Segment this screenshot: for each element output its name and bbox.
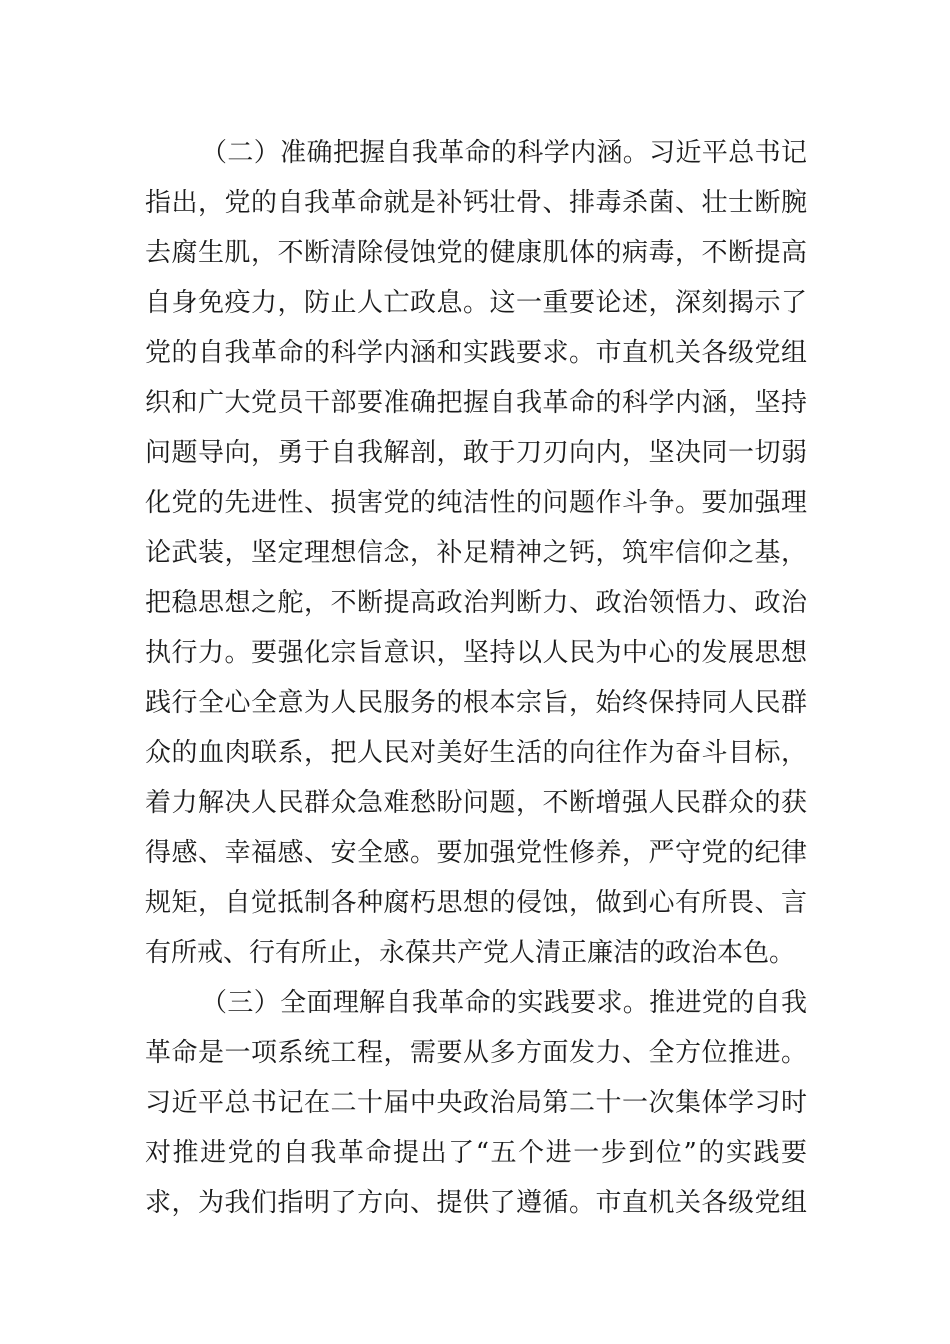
text-line: 化党的先进性、损害党的纯洁性的问题作斗争。要加强理 xyxy=(145,488,807,518)
text-line: 践行全心全意为人民服务的根本宗旨，始终保持同人民群 xyxy=(145,688,807,718)
text-line: 求，为我们指明了方向、提供了遵循。市直机关各级党组 xyxy=(145,1188,807,1218)
text-line: 把稳思想之舵，不断提高政治判断力、政治领悟力、政治 xyxy=(145,588,807,618)
text-line: 革命是一项系统工程，需要从多方面发力、全方位推进。 xyxy=(145,1038,807,1068)
text-line: 众的血肉联系，把人民对美好生活的向往作为奋斗目标， xyxy=(145,738,807,768)
text-line: 问题导向，勇于自我解剖，敢于刀刃向内，坚决同一切弱 xyxy=(145,438,807,468)
paragraph-2-last-line: 有所戒、行有所止，永葆共产党人清正廉洁的政治本色。 xyxy=(145,938,796,968)
text-line: 得感、幸福感、安全感。要加强党性修养，严守党的纪律 xyxy=(145,838,807,868)
document-body xyxy=(145,128,807,1228)
text-line: 规矩，自觉抵制各种腐朽思想的侵蚀，做到心有所畏、言 xyxy=(145,888,807,918)
text-line: 习近平总书记在二十届中央政治局第二十一次集体学习时 xyxy=(145,1088,807,1118)
text-line: 着力解决人民群众急难愁盼问题，不断增强人民群众的获 xyxy=(145,788,807,818)
text-line: 党的自我革命的科学内涵和实践要求。市直机关各级党组 xyxy=(145,338,807,368)
text-line: 去腐生肌，不断清除侵蚀党的健康肌体的病毒，不断提高 xyxy=(145,238,807,268)
text-line: 对推进党的自我革命提出了“五个进一步到位”的实践要 xyxy=(145,1138,807,1168)
paragraph-2-heading-line: （二）准确把握自我革命的科学内涵。习近平总书记 xyxy=(201,138,807,168)
text-line: 指出，党的自我革命就是补钙壮骨、排毒杀菌、壮士断腕 xyxy=(145,188,807,218)
text-line: 自身免疫力，防止人亡政息。这一重要论述，深刻揭示了 xyxy=(145,288,807,318)
text-line: 论武装，坚定理想信念，补足精神之钙，筑牢信仰之基， xyxy=(145,538,807,568)
paragraph-3-heading-line: （三）全面理解自我革命的实践要求。推进党的自我 xyxy=(201,988,807,1018)
text-line: 执行力。要强化宗旨意识，坚持以人民为中心的发展思想 xyxy=(145,638,807,668)
text-line: 织和广大党员干部要准确把握自我革命的科学内涵，坚持 xyxy=(145,388,807,418)
